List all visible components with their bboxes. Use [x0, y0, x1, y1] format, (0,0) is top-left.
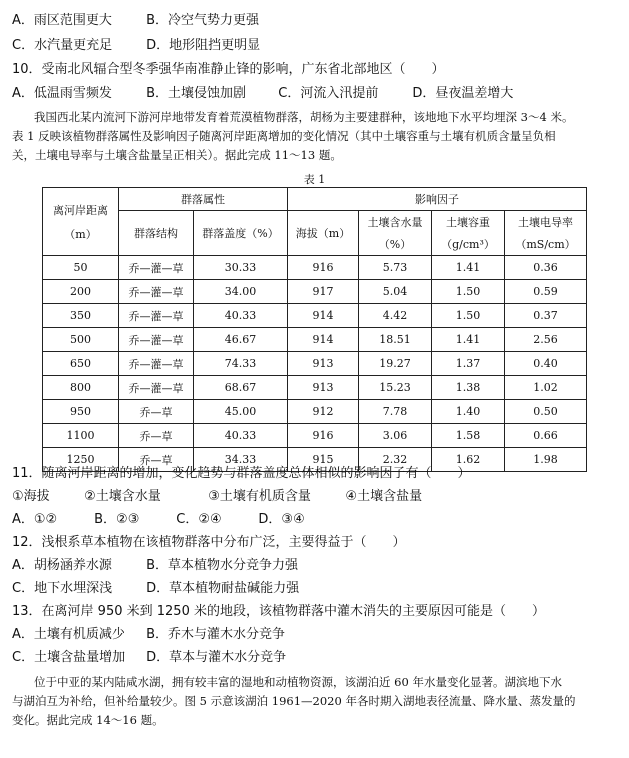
- q13-options-row-1: [12, 626, 285, 644]
- table-row: [43, 304, 587, 328]
- q11-option-b[interactable]: B．②③: [94, 512, 140, 527]
- header-group-factors: 影响因子: [288, 188, 587, 211]
- q11-stem: 11．随离河岸距离的增加，变化趋势与群落盖度总体相似的影响因子有（ ）: [12, 466, 471, 481]
- cell-conductivity: 2.56: [505, 328, 587, 352]
- cell-altitude: 914: [288, 304, 359, 328]
- table-row: [43, 424, 587, 448]
- header-structure: 群落结构: [119, 211, 194, 256]
- q11-factor-4: ④土壤含盐量: [345, 489, 423, 504]
- passage-2-line-2: 与湖泊互为补给，但补给量较少。图 5 示意该湖泊 1961—2020 年各时期入湖地表径流量、降水量、蒸发量的: [12, 694, 576, 708]
- passage-1-line-1: 我国西北某内流河下游河岸地带发育着荒漠植物群落，胡杨为主要建群种，该地地下水平均埋深 3～4 米。: [34, 110, 574, 124]
- q11-option-c[interactable]: C．②④: [176, 512, 222, 527]
- cell-distance: 1100: [43, 424, 119, 448]
- q11-factor-2: ②土壤含水量: [84, 489, 161, 504]
- cell-structure: 乔—灌—草: [119, 376, 194, 400]
- cell-distance: 350: [43, 304, 119, 328]
- cell-structure: 乔—灌—草: [119, 280, 194, 304]
- cell-density: 1.41: [432, 256, 505, 280]
- cell-conductivity: 0.59: [505, 280, 587, 304]
- cell-moisture: 7.78: [359, 400, 432, 424]
- cell-structure: 乔—灌—草: [119, 304, 194, 328]
- q12-options-row-2: [12, 580, 299, 598]
- cell-conductivity: 0.37: [505, 304, 587, 328]
- header-conductivity: 土壤电导率 （mS/cm）: [505, 211, 587, 256]
- cell-density: 1.62: [432, 448, 505, 472]
- cell-distance: 50: [43, 256, 119, 280]
- table-row: [43, 400, 587, 424]
- q13-option-a[interactable]: A．土壤有机质减少: [12, 627, 125, 642]
- q10-option-c[interactable]: C．河流入汛提前: [278, 86, 379, 101]
- cell-coverage: 34.00: [194, 280, 288, 304]
- cell-structure: 乔—草: [119, 400, 194, 424]
- q11-factor-3: ③土壤有机质含量: [208, 489, 311, 504]
- q13-option-c[interactable]: C．土壤含盐量增加: [12, 650, 126, 665]
- q12-options-row-1: [12, 557, 298, 575]
- cell-coverage: 46.67: [194, 328, 288, 352]
- cell-conductivity: 0.50: [505, 400, 587, 424]
- cell-distance: 1250: [43, 448, 119, 472]
- cell-distance: 200: [43, 280, 119, 304]
- q12-stem: 12．浅根系草本植物在该植物群落中分布广泛，主要得益于（ ）: [12, 535, 406, 550]
- q10-option-a[interactable]: A．低温雨雪频发: [12, 86, 112, 101]
- cell-altitude: 916: [288, 256, 359, 280]
- q13-stem: 13．在离河岸 950 米到 1250 米的地段，该植物群落中灌木消失的主要原因可能是（ ）: [12, 604, 545, 619]
- header-distance: 离河岸距离 （m）: [43, 188, 119, 256]
- q9-options-row-2: [12, 37, 260, 55]
- cell-moisture: 5.04: [359, 280, 432, 304]
- q10-stem: 10．受南北风辐合型冬季强华南准静止锋的影响，广东省北部地区（ ）: [12, 62, 445, 77]
- q13-option-b[interactable]: B．乔木与灌木水分竞争: [146, 627, 286, 642]
- cell-structure: 乔—灌—草: [119, 328, 194, 352]
- passage-1-line-3: 关，土壤电导率与土壤含盐量呈正相关）。据此完成 11～13 题。: [12, 148, 342, 162]
- q11-option-d[interactable]: D．③④: [258, 512, 305, 527]
- cell-density: 1.58: [432, 424, 505, 448]
- cell-altitude: 913: [288, 376, 359, 400]
- q12-option-c[interactable]: C．地下水埋深浅: [12, 581, 113, 596]
- cell-coverage: 74.33: [194, 352, 288, 376]
- header-coverage: 群落盖度（%）: [194, 211, 288, 256]
- cell-moisture: 15.23: [359, 376, 432, 400]
- cell-altitude: 913: [288, 352, 359, 376]
- cell-coverage: 40.33: [194, 304, 288, 328]
- cell-structure: 乔—草: [119, 424, 194, 448]
- passage-2-line-1: 位于中亚的某内陆咸水湖，拥有较丰富的湿地和动植物资源，该湖泊近 60 年水量变化显著。湖滨地下水: [34, 675, 562, 689]
- cell-coverage: 34.33: [194, 448, 288, 472]
- cell-coverage: 30.33: [194, 256, 288, 280]
- cell-density: 1.38: [432, 376, 505, 400]
- cell-conductivity: 1.02: [505, 376, 587, 400]
- q9-option-c[interactable]: C．水汽量更充足: [12, 38, 113, 53]
- cell-distance: 800: [43, 376, 119, 400]
- header-moisture: 土壤含水量 （%）: [359, 211, 432, 256]
- table-row: [43, 280, 587, 304]
- cell-moisture: 5.73: [359, 256, 432, 280]
- cell-distance: 650: [43, 352, 119, 376]
- q12-option-b[interactable]: B．草本植物水分竞争力强: [146, 558, 299, 573]
- cell-moisture: 3.06: [359, 424, 432, 448]
- table-body: [43, 256, 587, 472]
- header-density: 土壤容重 （g/cm³）: [432, 211, 505, 256]
- q9-options-row-1: [12, 12, 259, 30]
- q9-option-d[interactable]: D．地形阻挡更明显: [146, 38, 261, 53]
- cell-density: 1.37: [432, 352, 505, 376]
- cell-density: 1.50: [432, 280, 505, 304]
- cell-altitude: 914: [288, 328, 359, 352]
- cell-moisture: 4.42: [359, 304, 432, 328]
- table-row: [43, 328, 587, 352]
- cell-conductivity: 0.40: [505, 352, 587, 376]
- cell-distance: 950: [43, 400, 119, 424]
- passage-2-line-3: 变化。据此完成 14～16 题。: [12, 713, 164, 727]
- q13-option-d[interactable]: D．草本与灌木水分竞争: [146, 650, 287, 665]
- q11-option-a[interactable]: A．①②: [12, 512, 58, 527]
- q10-options: [12, 85, 513, 103]
- data-table: [42, 187, 587, 472]
- cell-altitude: 912: [288, 400, 359, 424]
- table-row: [43, 352, 587, 376]
- header-group-community: 群落属性: [119, 188, 288, 211]
- cell-moisture: 2.32: [359, 448, 432, 472]
- q10-option-d[interactable]: D．昼夜温差增大: [412, 86, 514, 101]
- cell-coverage: 68.67: [194, 376, 288, 400]
- cell-density: 1.50: [432, 304, 505, 328]
- header-altitude: 海拔（m）: [288, 211, 359, 256]
- q11-factor-1: ①海拔: [12, 489, 50, 504]
- cell-coverage: 45.00: [194, 400, 288, 424]
- cell-moisture: 18.51: [359, 328, 432, 352]
- cell-distance: 500: [43, 328, 119, 352]
- passage-1-line-2: 表 1 反映该植物群落属性及影响因子随离河岸距离增加的变化情况（其中土壤容重与土壤有机质含量呈负相: [12, 129, 556, 143]
- q11-factors: [12, 488, 422, 506]
- cell-structure: 乔—灌—草: [119, 256, 194, 280]
- cell-altitude: 917: [288, 280, 359, 304]
- cell-altitude: 915: [288, 448, 359, 472]
- cell-conductivity: 1.98: [505, 448, 587, 472]
- table-row: [43, 256, 587, 280]
- table-caption: 表 1: [303, 173, 326, 186]
- cell-moisture: 19.27: [359, 352, 432, 376]
- cell-density: 1.41: [432, 328, 505, 352]
- q9-option-a[interactable]: A．雨区范围更大: [12, 13, 112, 28]
- passage-1: [12, 108, 617, 165]
- cell-conductivity: 0.66: [505, 424, 587, 448]
- cell-coverage: 40.33: [194, 424, 288, 448]
- passage-2: [12, 673, 617, 730]
- table-row: [43, 376, 587, 400]
- cell-altitude: 916: [288, 424, 359, 448]
- q10-option-b[interactable]: B．土壤侵蚀加剧: [146, 86, 247, 101]
- q9-option-b[interactable]: B．冷空气势力更强: [146, 13, 260, 28]
- cell-conductivity: 0.36: [505, 256, 587, 280]
- q12-option-a[interactable]: A．胡杨涵养水源: [12, 558, 112, 573]
- q13-options-row-2: [12, 649, 286, 667]
- cell-density: 1.40: [432, 400, 505, 424]
- q11-options: [12, 511, 305, 529]
- q12-option-d[interactable]: D．草本植物耐盐碱能力强: [146, 581, 300, 596]
- cell-structure: 乔—草: [119, 448, 194, 472]
- cell-structure: 乔—灌—草: [119, 352, 194, 376]
